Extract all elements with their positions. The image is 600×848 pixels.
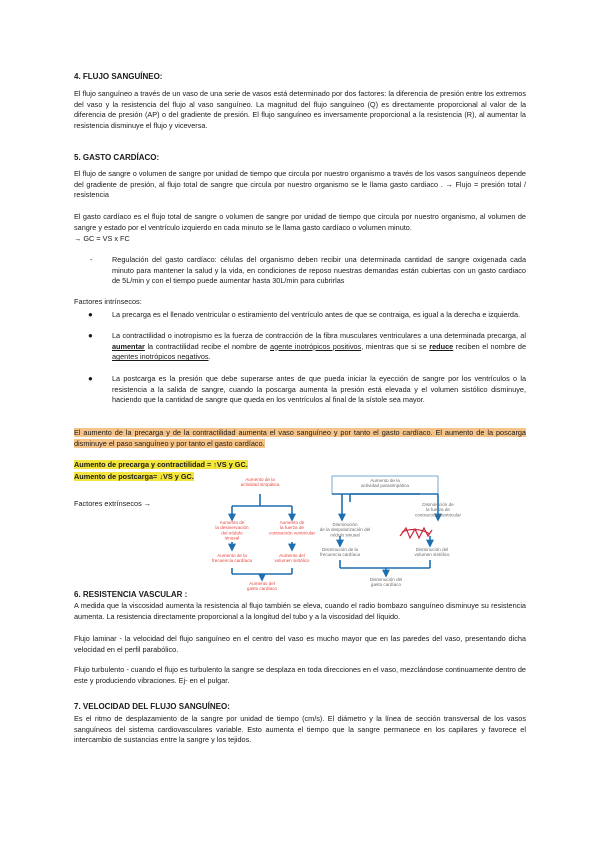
diagram-label-line: Disminución [332,522,358,527]
diagram-label-line: la fuerza de [425,507,451,513]
right-top-label [361,478,409,488]
diagram-label-line: frecuencia cardíaca [319,552,361,558]
intrinsic-factors-label: Factores intrínsecos: [74,297,142,306]
diagram-label-line: gasto cardíaco [246,586,278,592]
diagram-label-line: Disminución del [415,547,449,552]
diagram-label-line: Disminución del [369,577,403,582]
left-node-volumen [275,553,310,563]
diagram-label-line: frecuencia cardíaca [211,558,253,564]
bullet-marker: ● [88,374,93,383]
bullet-marker: ● [88,331,93,340]
diagram-label-line: contracción ventricular [415,512,461,518]
bullet-postcarga: La postcarga es la presión que debe superarse antes de que pueda iniciar la eyección de sangre por los ventrículos o la resistencia a la salida de sangre, cuando la poscarga aumenta la presión está elevada y el volumen sistólico disminuye, haciendo que la cantidad de sangre que queda en los ventrículos al final de la sístole sea mayor. [112,374,526,405]
right-node-despolarizacion [320,522,371,537]
diagram-label-line: Aumento de la [370,478,400,483]
gc-formula: → GC = VS x FC [74,234,130,243]
diagram-label-line: la fuerza de [279,525,305,531]
highlight-text: Aumento de postcarga= ↓VS y GC. [74,472,194,481]
diagram-label-line: la desinervación [215,525,249,531]
highlighted-conclusion [74,428,526,449]
yellow-line-2 [74,472,194,483]
bullet-marker: ● [88,310,93,319]
right-bottom-label [370,577,402,587]
diagram-label-line: sinusal [224,535,240,541]
text-run: la contractilidad recibe el nombre de [144,341,271,351]
section-5-paragraph-1: El flujo de sangre o volumen de sangre por unidad de tiempo que circula por nuestro organismo a través de los vasos sanguíneos depende del gradiente de presión, al flujo total de sangre que circula por nuestro organismo se le llama gasto cardiaco . → Flujo = presión total / resistencia [74,169,526,200]
left-node-frecuencia [212,553,253,563]
section-6-paragraph-2: Flujo laminar - la velocidad del flujo sanguíneo en el centro del vaso es mucho mayor que en las paredes del vaso, presentando dicha velocidad en el perfil parabólico. [74,634,526,654]
left-node-desinervacion [215,520,249,541]
section-6-paragraph-3: Flujo turbulento - cuando el flujo es turbulento la sangre se desplaza en toda direcciones en el vaso, mezclándose continuamente dentro de este y produciendo vibraciones. Ej- en el pulgar. [74,665,526,685]
diagram-label-line: actividad simpática [240,482,280,488]
diagram-label-line: volumen sistólico [274,558,310,564]
highlight-text: Aumento de precarga y contractilidad = ↑VS y GC. [74,460,248,469]
underlined-term: reduce [429,341,454,351]
left-tree-arrows [232,494,292,580]
text-run: . [208,352,211,362]
section-7-heading: 7. VELOCIDAD DEL FLUJO SANGUÍNEO: [74,702,230,711]
section-6-paragraph-1: A medida que la viscosidad aumenta la resistencia al flujo también se eleva, cuando el radio bombazo sanguíneo disminuye su resistencia aumenta. La resistencia directamente proporcional a la longitud del tubo y a la viscosidad del líquido. [74,601,526,621]
bullet-contractilidad [112,331,526,363]
highlight-text: El aumento de la precarga y de la contractilidad aumenta el vaso sanguíneo y por tanto el gasto cardíaco. El aumento de la poscarga disminuye el paso sanguíneo y por tanto el gasto cardíaco. [74,428,526,448]
scribble-mark [400,528,432,538]
diagram-label-line: nódulo sinusal [330,532,360,538]
regulation-paragraph: Regulación del gasto cardíaco: células del organismo deben recibir una determinada cantidad de sangre oxigenada cada minuto para mantener la salud y la vida, en condiciones de reposo nuestras demandas están cubiertas con un gasto cardiaco de 5L/min y con el tiempo puede aumentar hasta 30L/min para cubrirlas [112,255,526,286]
underlined-term: agentes inotrópicos negativos [112,352,209,362]
right-node-frecuencia [320,547,361,557]
diagram-label-line: del nódulo [221,530,243,536]
underlined-term: agente inotrópicos positivos [270,341,362,351]
diagram-label-line: volumen sistólico [414,552,450,558]
section-5-paragraph-2: El gasto cardíaco es el flujo total de sangre o volumen de sangre por unidad de tiempo que circula por nuestro organismo, al volumen de sangre y estado por el ventrículo izquierdo en cada minuto se le llama gasto cardíaco o volumen minuto. [74,212,526,232]
diagram-label-line: Aumento de la [245,477,275,482]
diagram-label-line: Aumento de [279,520,305,525]
diagram-label-line: contracción ventricular [269,530,315,536]
text-run: , mientras que si se [361,341,430,351]
extrinsic-factors-label: Factores extrínsecos → [74,499,152,508]
section-5-heading: 5. GASTO CARDÍACO: [74,153,160,162]
text-run: reciben el nombre de [453,341,526,351]
text-run: La contractilidad o inotropismo es la fuerza de contracción de la fibra musculares ventriculares a una determinada precarga, al [112,331,526,340]
diagram-label-line: Aumento del [249,581,275,586]
diagram-label-line: Aumento del [279,553,305,558]
bullet-precarga: La precarga es el llenado ventricular o estiramiento del ventrículo antes de que se contraiga, es igual a la derecha e izquierda. [112,310,521,319]
diagram-label-line: Aumento de [219,520,245,525]
section-4-heading: 4. FLUJO SANGUÍNEO: [74,72,163,81]
underlined-term: aumentar [112,341,145,351]
diagram-label-line: actividad parasimpática [360,483,410,489]
right-node-fuerza [415,502,461,517]
dash-marker: - [90,255,93,264]
right-node-volumen [415,547,450,557]
section-7-paragraph: Es el ritmo de desplazamiento de la sangre por unidad de tiempo (cm/s). El diámetro y la línea de sección transversal de los vasos sanguíneos del sistema cardiovasculares variable. Esto aumenta el tiempo que la sangre permanece en los capilares y favorece el intercambio de sustancias entre la sangre y los tejidos. [74,714,526,745]
diagram-label-line: Aumento de la [217,553,247,558]
diagram-label-line: Disminución de [422,502,454,507]
diagram-label-line: de la despolarización del [319,527,371,533]
left-top-label [241,477,280,487]
section-6-heading: 6. RESISTENCIA VASCULAR : [74,590,188,599]
diagram-label-line: Disminución de la [321,547,359,552]
cardiac-regulation-diagram [200,472,500,594]
yellow-line-1 [74,460,248,471]
left-node-fuerza [269,520,315,535]
diagram-label-line: gasto cardíaco [370,582,402,588]
left-bottom-label [247,581,278,591]
section-4-paragraph: El flujo sanguíneo a través de un vaso de una serie de vasos está determinado por dos factores: la diferencia de presión entre los extremos del vaso y la resistencia del flujo al vaso sanguíneo. La magnitud del flujo sanguíneo (Q) es directamente proporcional al valor de la diferencia de presión (AP) o del gradiente de presión. El flujo sanguíneo es inversamente proporcional a la resistencia (R), al aumentar la resistencia disminuye el flujo y viceversa. [74,89,526,130]
